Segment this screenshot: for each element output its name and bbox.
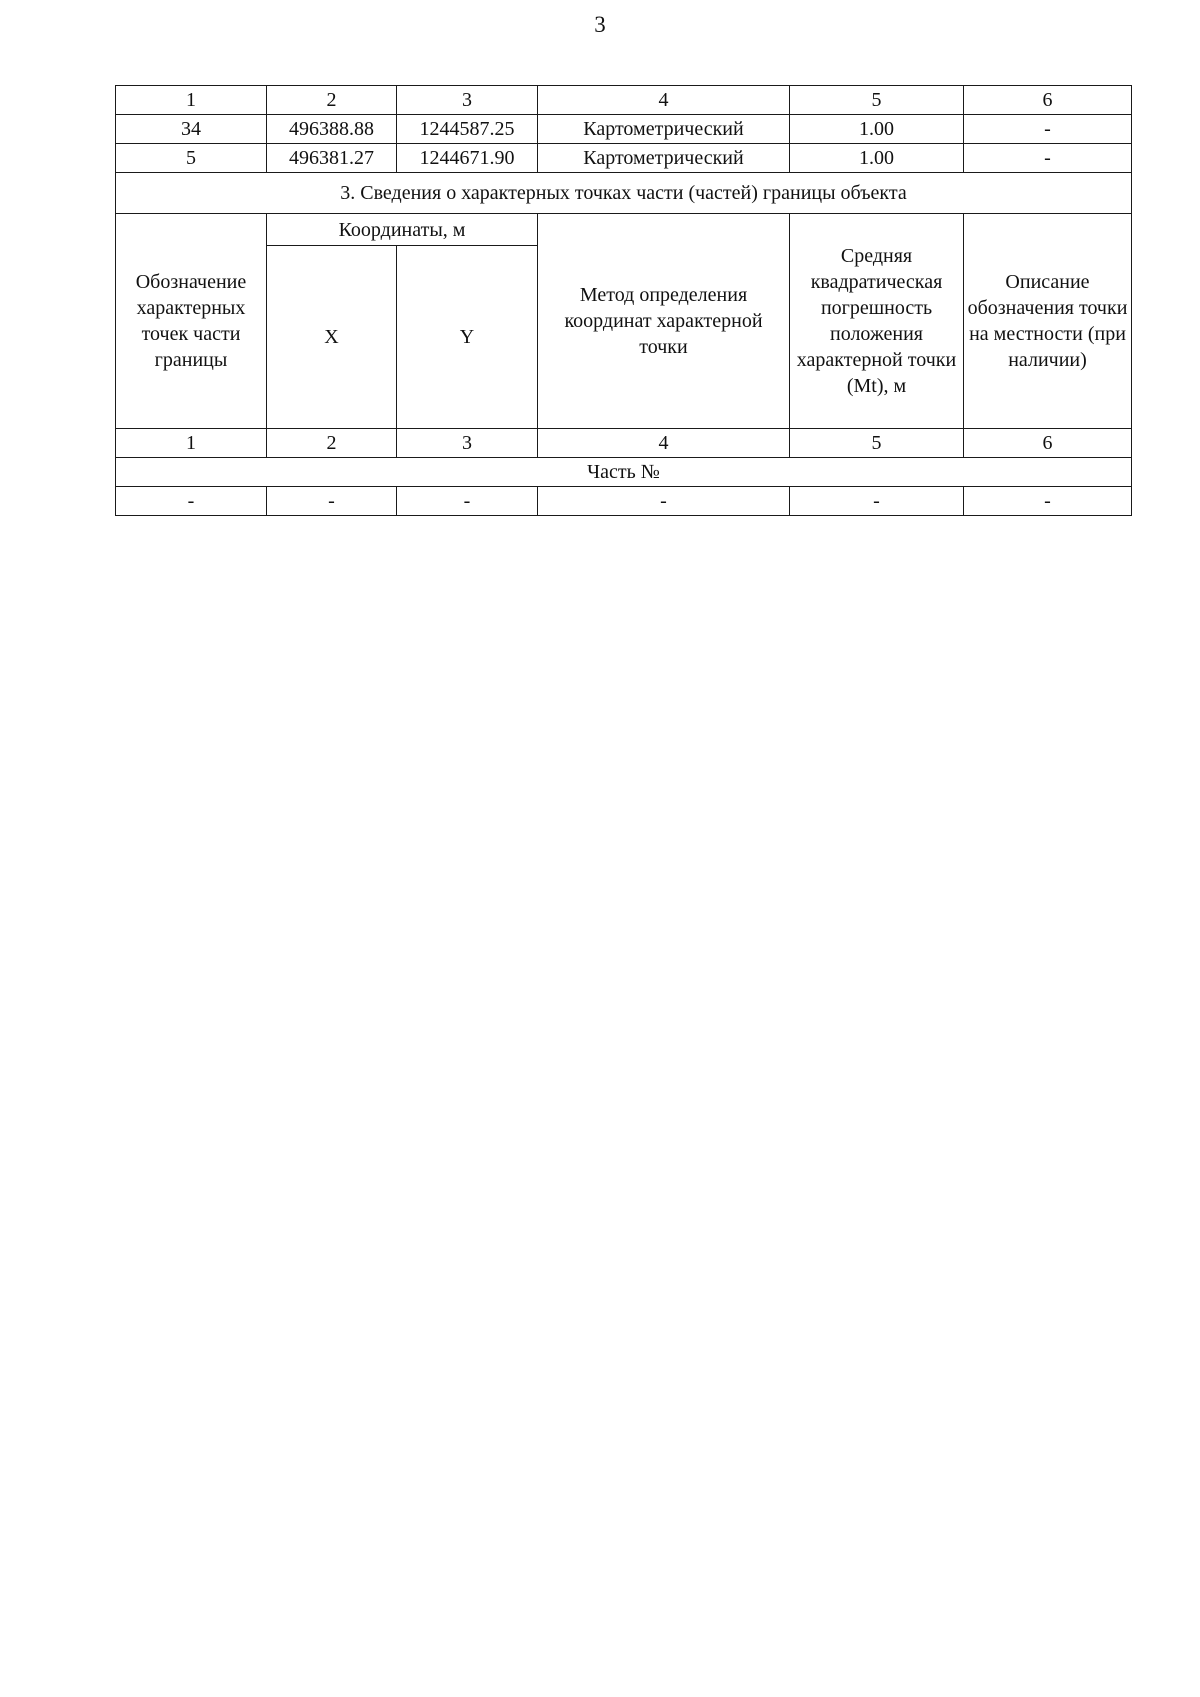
y-cell: 1244587.25 (397, 115, 538, 144)
y-cell: 1244671.90 (397, 144, 538, 173)
accuracy-cell: 1.00 (790, 115, 964, 144)
page-number: 3 (594, 12, 606, 37)
header-method: Метод определения координат характерной точки (538, 214, 790, 429)
column-number: 2 (267, 86, 397, 115)
column-number: 4 (538, 86, 790, 115)
point-cell: - (116, 487, 267, 516)
part-label: Часть № (116, 458, 1132, 487)
column-number: 3 (397, 429, 538, 458)
point-cell: 34 (116, 115, 267, 144)
column-number: 3 (397, 86, 538, 115)
x-cell: 496388.88 (267, 115, 397, 144)
column-number: 2 (267, 429, 397, 458)
column-number: 4 (538, 429, 790, 458)
y-cell: - (397, 487, 538, 516)
description-cell: - (964, 115, 1132, 144)
description-cell: - (964, 487, 1132, 516)
column-number: 6 (964, 429, 1132, 458)
x-cell: 496381.27 (267, 144, 397, 173)
accuracy-cell: - (790, 487, 964, 516)
method-cell: Картометрический (538, 144, 790, 173)
column-number-row (116, 429, 1132, 458)
header-accuracy: Средняя квадратическая погрешность положения характерной точки (Mt), м (790, 214, 964, 429)
point-cell: 5 (116, 144, 267, 173)
header-row (116, 214, 1132, 246)
table-row (116, 144, 1132, 173)
header-y: Y (397, 246, 538, 429)
table-row (116, 487, 1132, 516)
method-cell: - (538, 487, 790, 516)
header-x: X (267, 246, 397, 429)
accuracy-cell: 1.00 (790, 144, 964, 173)
header-coordinates: Координаты, м (267, 214, 538, 246)
section-title-row (116, 173, 1132, 214)
column-number-row (116, 86, 1132, 115)
x-cell: - (267, 487, 397, 516)
method-cell: Картометрический (538, 115, 790, 144)
column-number: 1 (116, 429, 267, 458)
column-number: 5 (790, 86, 964, 115)
table-row (116, 115, 1132, 144)
coordinates-table (115, 85, 1132, 516)
header-point: Обозначение характерных точек части границы (116, 214, 267, 429)
section-title: 3. Сведения о характерных точках части (частей) границы объекта (116, 173, 1132, 214)
part-row (116, 458, 1132, 487)
column-number: 5 (790, 429, 964, 458)
header-description: Описание обозначения точки на местности (при наличии) (964, 214, 1132, 429)
description-cell: - (964, 144, 1132, 173)
column-number: 1 (116, 86, 267, 115)
column-number: 6 (964, 86, 1132, 115)
